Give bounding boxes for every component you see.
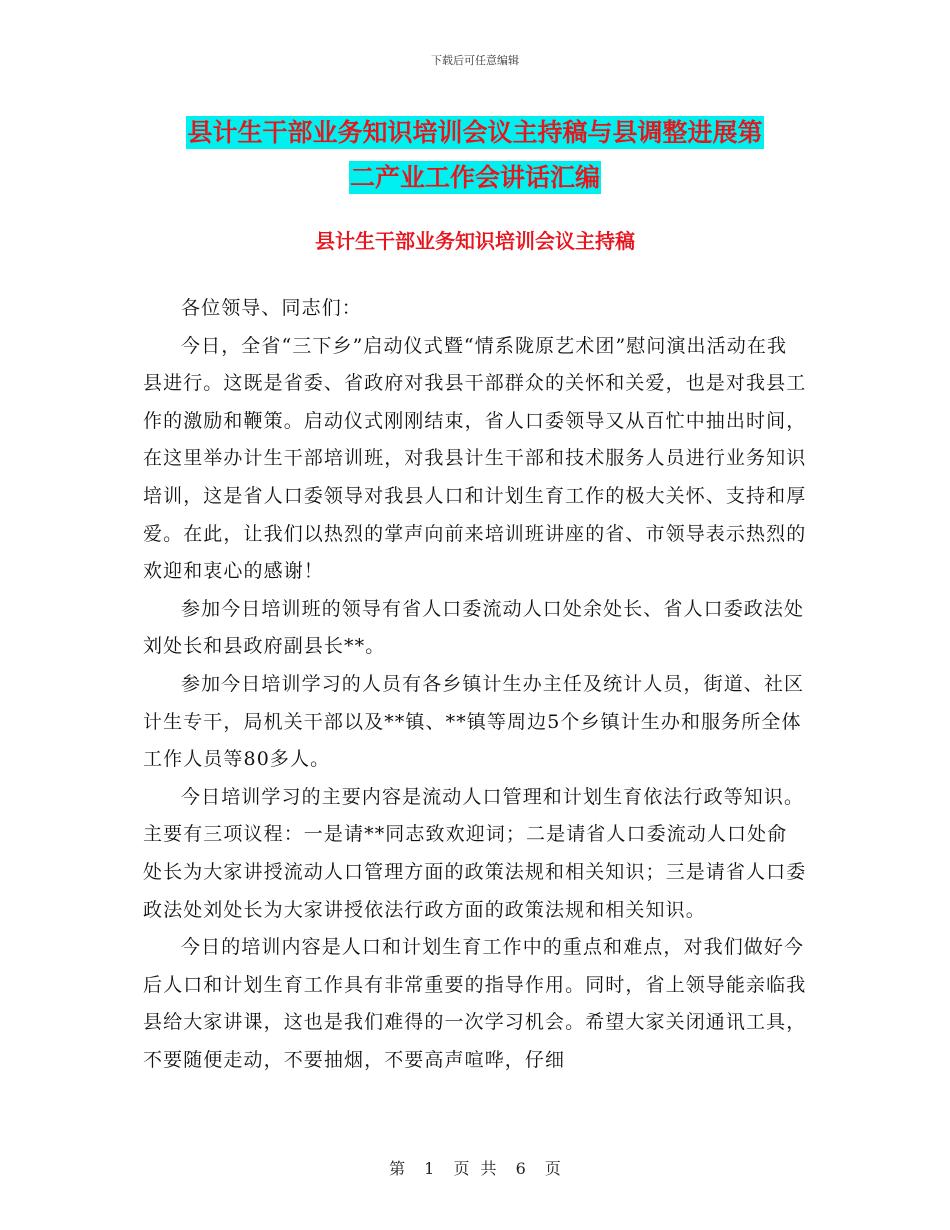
page-number: 1	[424, 1159, 435, 1178]
page-total: 6	[515, 1159, 526, 1178]
document-title-line-1	[0, 113, 950, 149]
document-title-line-2	[0, 158, 950, 194]
footer-prefix: 第	[389, 1159, 406, 1178]
body-paragraph: 参加今日培训班的领导有省人口委流动人口处余处长、省人口委政法处刘处长和县政府副县长**。	[143, 597, 805, 658]
header-note: 下载后可任意编辑	[431, 54, 519, 67]
document-title-line-1-text: 县计生干部业务知识培训会议主持稿与县调整进展第	[187, 118, 763, 147]
document-body	[143, 290, 807, 1079]
section-title: 县计生干部业务知识培训会议主持稿	[315, 229, 635, 253]
salutation: 各位领导、同志们：	[181, 297, 362, 319]
page-footer	[0, 1156, 950, 1179]
body-paragraph: 今日的培训内容是人口和计划生育工作中的重点和难点，对我们做好今后人口和计划生育工作具有非常重要的指导作用。同时，省上领导能亲临我县给大家讲课，这也是我们难得的一次学习机会。希望大家关闭通讯工具，不要随便走动，不要抽烟，不要高声喧哗，仔细	[143, 936, 807, 1071]
footer-suffix: 页	[544, 1159, 561, 1178]
body-paragraph: 参加今日培训学习的人员有各乡镇计生办主任及统计人员，街道、社区计生专干，局机关干部以及**镇、**镇等周边5个乡镇计生办和服务所全体工作人员等80多人。	[143, 672, 805, 771]
footer-middle: 页 共	[453, 1159, 497, 1178]
document-title-line-2-text: 二产业工作会讲话汇编	[349, 163, 600, 192]
body-paragraph: 今日，全省“三下乡”启动仪式暨“情系陇原艺术团”慰问演出活动在我县进行。这既是省委、省政府对我县干部群众的关怀和关爱，也是对我县工作的激励和鞭策。启动仪式刚刚结束，省人口委领导又从百忙中抽出时间，在这里举办计生干部培训班，对我县计生干部和技术服务人员进行业务知识培训，这是省人口委领导对我县人口和计划生育工作的极大关怀、支持和厚爱。在此，让我们以热烈的掌声向前来培训班讲座的省、市领导表示热烈的欢迎和衷心的感谢！	[143, 334, 807, 583]
body-paragraph: 今日培训学习的主要内容是流动人口管理和计划生育依法行政等知识。主要有三项议程：一是请**同志致欢迎词；二是请省人口委流动人口处俞处长为大家讲授流动人口管理方面的政策法规和相关知识；三是请省人口委政法处刘处长为大家讲授依法行政方面的政策法规和相关知识。	[143, 785, 807, 921]
